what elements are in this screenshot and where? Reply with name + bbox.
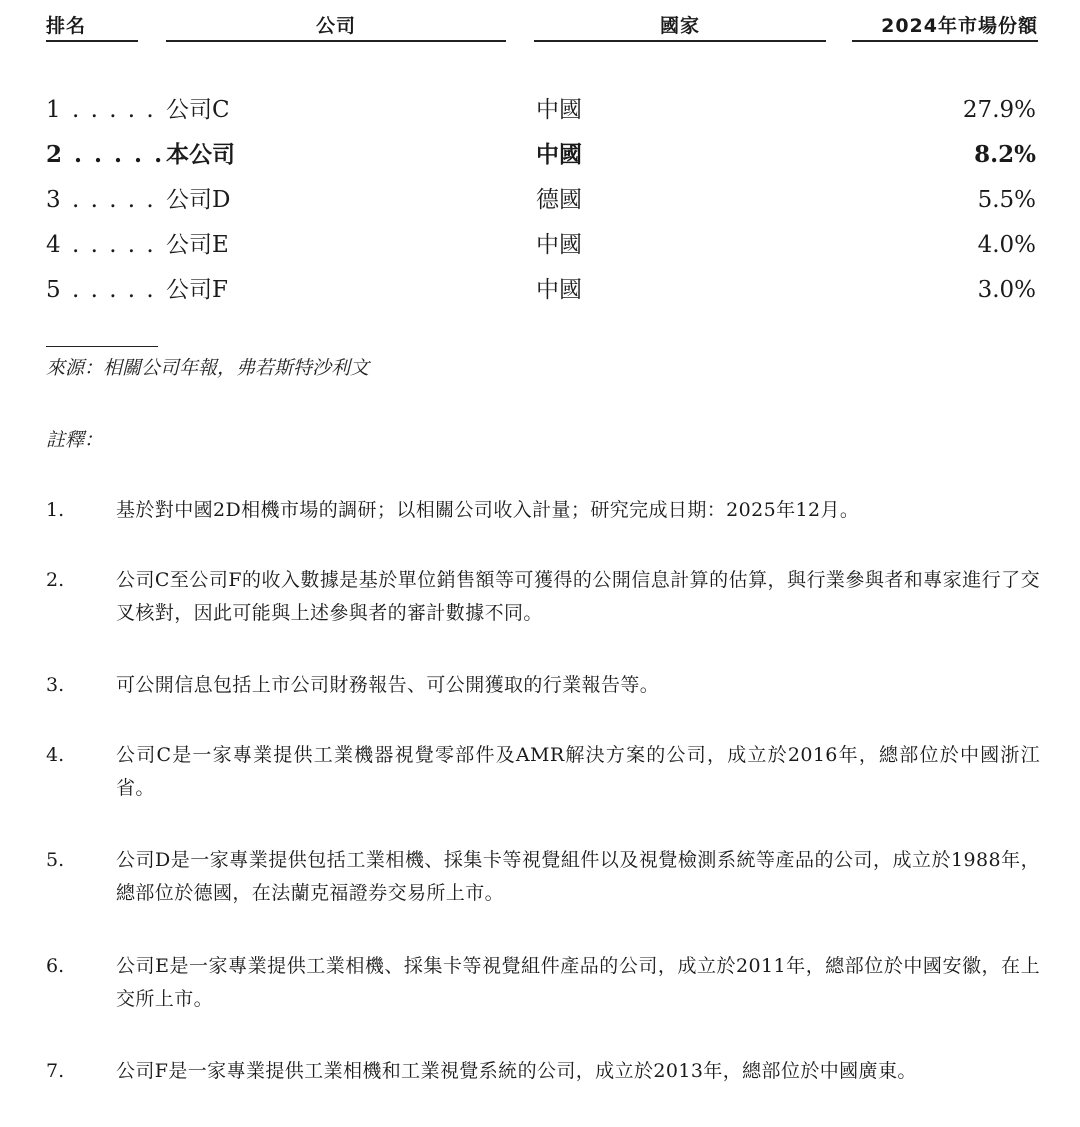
share-cell: 8.2%	[974, 141, 1036, 168]
note-text: 基於對中國2D相機市場的調研；以相關公司收入計量；研究完成日期：2025年12月。	[116, 499, 860, 521]
note-number: 5.	[46, 849, 65, 871]
country-cell: 德國	[536, 187, 582, 213]
note-number: 6.	[46, 955, 65, 977]
footnote-divider	[46, 346, 158, 347]
table-row	[0, 223, 1080, 267]
source-line: 來源：相關公司年報，弗若斯特沙利文	[46, 357, 370, 379]
company-cell: 本公司	[166, 141, 235, 168]
country-cell: 中國	[536, 141, 582, 168]
note-number: 2.	[46, 569, 65, 591]
header-market-share: 2024年市場份額	[852, 12, 1038, 42]
table-row-highlight	[0, 133, 1080, 177]
notes-title: 註釋：	[46, 429, 104, 451]
note-number: 7.	[46, 1060, 65, 1082]
note-number: 1.	[46, 499, 65, 521]
note-number: 4.	[46, 744, 65, 766]
header-company: 公司	[166, 12, 506, 42]
company-cell: 公司E	[166, 232, 229, 258]
table-row	[0, 268, 1080, 312]
share-cell: 3.0%	[977, 277, 1036, 303]
rank-cell: 4 . . . . .	[46, 232, 156, 258]
note-text: 公司E是一家專業提供工業相機、採集卡等視覺組件產品的公司，成立於2011年，總部位於中國安徽，在上交所上市。	[116, 955, 1040, 1010]
company-cell: 公司D	[166, 187, 231, 213]
table-row	[0, 178, 1080, 222]
header-rank: 排名	[46, 12, 138, 42]
rank-cell: 5 . . . . .	[46, 277, 156, 303]
share-cell: 4.0%	[977, 232, 1036, 258]
note-text: 可公開信息包括上市公司財務報告、可公開獲取的行業報告等。	[116, 674, 660, 696]
country-cell: 中國	[536, 277, 582, 303]
note-text: 公司C是一家專業提供工業機器視覺零部件及AMR解決方案的公司，成立於2016年，總部位於中國浙江省。	[116, 744, 1040, 799]
header-country: 國家	[534, 12, 826, 42]
share-cell: 5.5%	[977, 187, 1036, 213]
note-text: 公司F是一家專業提供工業相機和工業視覺系統的公司，成立於2013年，總部位於中國廣東。	[116, 1060, 917, 1082]
table-row	[0, 88, 1080, 132]
company-cell: 公司F	[166, 277, 228, 303]
rank-cell: 3 . . . . .	[46, 187, 156, 213]
share-cell: 27.9%	[962, 97, 1036, 123]
rank-cell: 1 . . . . .	[46, 97, 156, 123]
rank-cell: 2 . . . . .	[46, 141, 165, 168]
note-text: 公司C至公司F的收入數據是基於單位銷售額等可獲得的公開信息計算的估算，與行業參與者和專家進行了交叉核對，因此可能與上述參與者的審計數據不同。	[116, 569, 1040, 624]
country-cell: 中國	[536, 232, 582, 258]
company-cell: 公司C	[166, 97, 230, 123]
country-cell: 中國	[536, 97, 582, 123]
note-number: 3.	[46, 674, 65, 696]
note-text: 公司D是一家專業提供包括工業相機、採集卡等視覺組件以及視覺檢測系統等產品的公司，成立於1988年，總部位於德國，在法蘭克福證券交易所上市。	[116, 849, 1040, 904]
